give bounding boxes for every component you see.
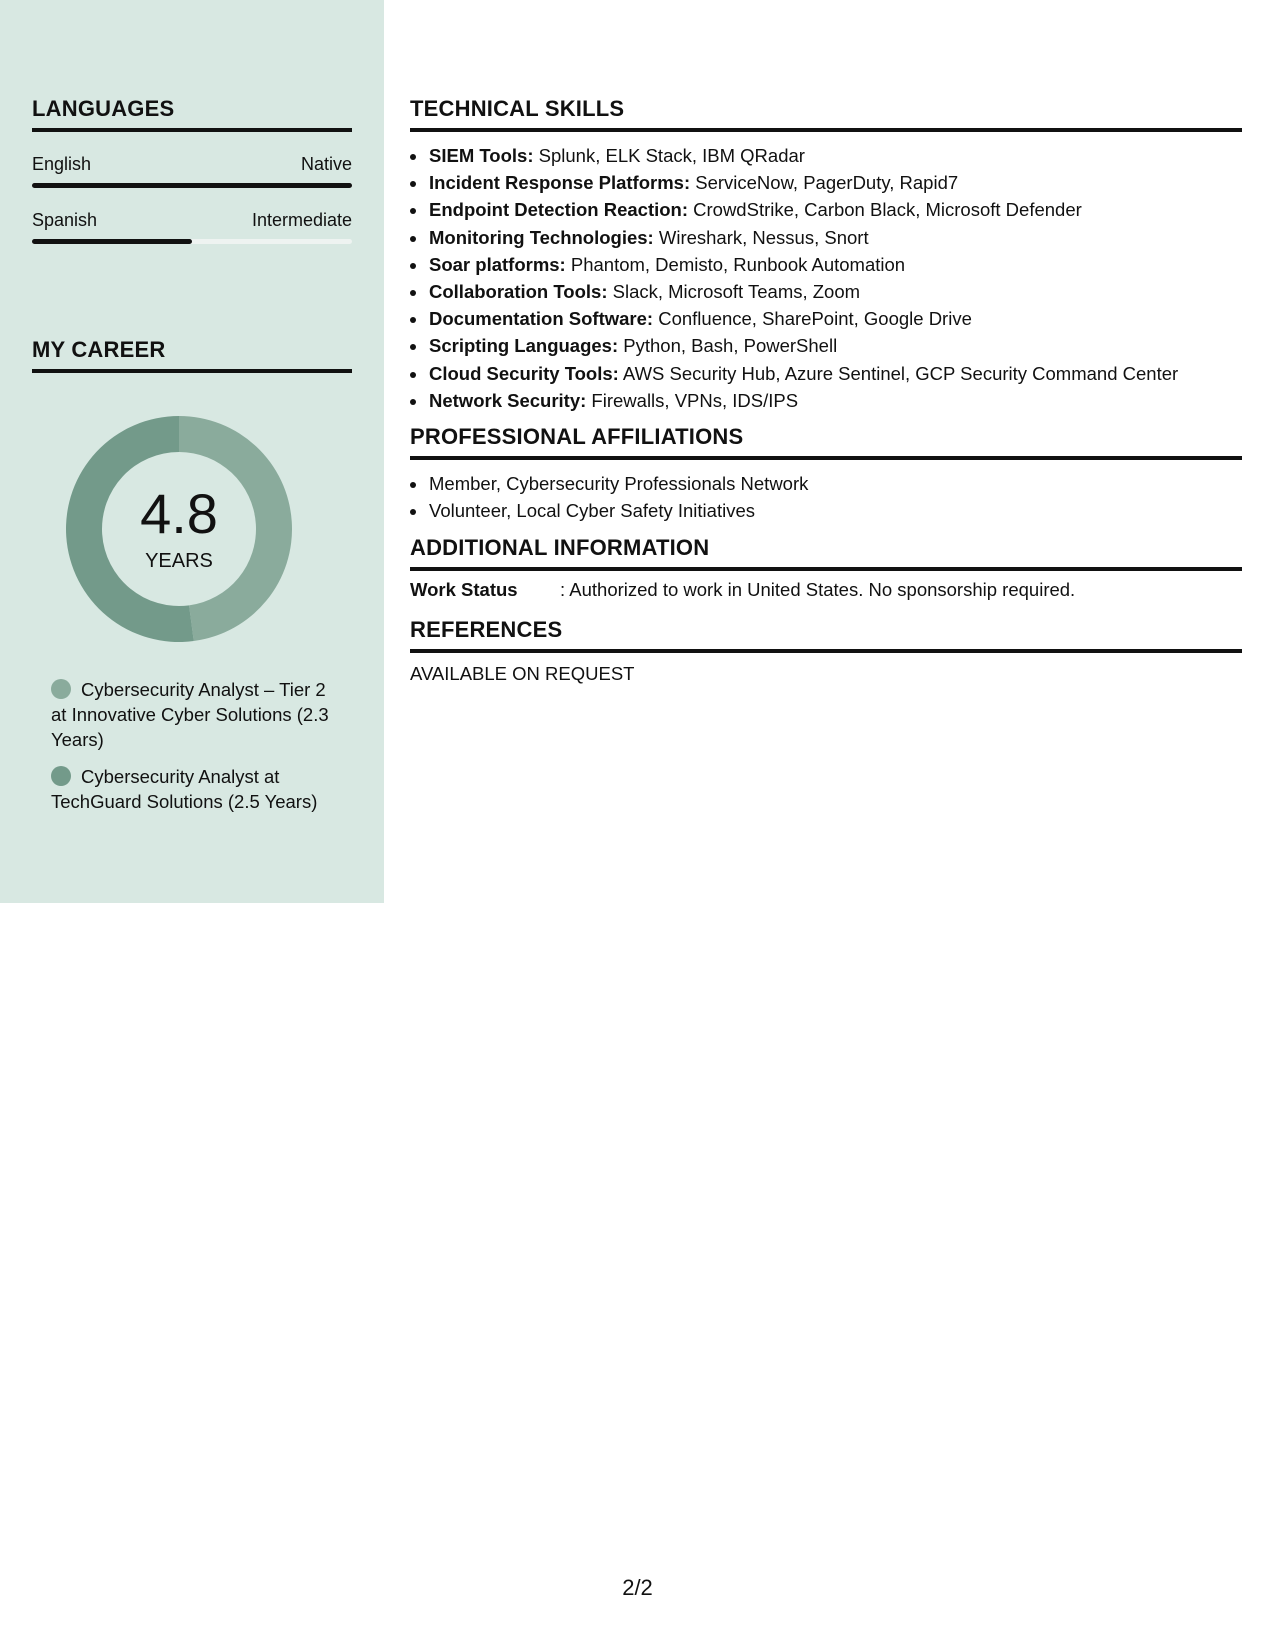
references-section [410,617,1242,685]
list-item: • Collaboration Tools: Slack, Microsoft Teams, Zoom [428,278,1242,305]
affiliations-heading: PROFESSIONAL AFFILIATIONS [410,424,1242,460]
additional-info-section [410,535,1242,601]
technical-skills-section [410,96,1242,414]
language-proficiency-fill [32,183,352,188]
page-number: 2/2 [622,1575,653,1600]
technical-skills-list [410,142,1242,414]
list-item: • Endpoint Detection Reaction: CrowdStrike, Carbon Black, Microsoft Defender [428,196,1242,223]
list-item: • SIEM Tools: Splunk, ELK Stack, IBM QRadar [428,142,1242,169]
work-status-row [410,579,1242,601]
languages-heading: LANGUAGES [32,96,352,132]
list-item: • Volunteer, Local Cyber Safety Initiatives [428,497,1242,524]
list-item: • Network Security: Firewalls, VPNs, IDS/IPS [428,387,1242,414]
career-legend-dot [51,766,71,786]
career-item-text: Cybersecurity Analyst – Tier 2 at Innovative Cyber Solutions (2.3 Years) [51,679,329,750]
list-item: • Documentation Software: Confluence, SharePoint, Google Drive [428,305,1242,332]
career-item [51,677,331,752]
language-name: English [32,154,92,174]
career-years-unit: YEARS [145,550,213,572]
career-total-years: 4.8 [140,482,218,545]
list-item: • Monitoring Technologies: Wireshark, Nessus, Snort [428,224,1242,251]
language-proficiency-bar [32,239,352,244]
languages-section [32,96,352,244]
language-item-spanish [32,210,352,244]
career-item [51,764,331,814]
technical-skills-heading: TECHNICAL SKILLS [410,96,1242,132]
language-level: Native [300,154,352,174]
career-heading: MY CAREER [32,337,352,373]
career-donut-chart [66,416,292,642]
language-name: Spanish [32,210,98,230]
list-item: • Member, Cybersecurity Professionals Network [428,470,1242,497]
list-item: • Cloud Security Tools: AWS Security Hub, Azure Sentinel, GCP Security Command Center [428,360,1242,387]
language-level: Intermediate [251,210,352,230]
work-status-label: Work Status [410,579,518,600]
affiliations-list [410,470,1242,524]
language-proficiency-fill [32,239,192,244]
work-status-value: : Authorized to work in United States. No sponsorship required. [560,579,1076,600]
language-item-english [32,154,352,188]
references-text: AVAILABLE ON REQUEST [410,663,635,684]
additional-info-heading: ADDITIONAL INFORMATION [410,535,1242,571]
list-item: • Scripting Languages: Python, Bash, PowerShell [428,332,1242,359]
references-heading: REFERENCES [410,617,1242,653]
list-item: • Soar platforms: Phantom, Demisto, Runbook Automation [428,251,1242,278]
career-legend-dot [51,679,71,699]
affiliations-section [410,424,1242,524]
list-item: • Incident Response Platforms: ServiceNow, PagerDuty, Rapid7 [428,169,1242,196]
career-section [32,337,352,373]
career-item-text: Cybersecurity Analyst at TechGuard Solutions (2.5 Years) [51,766,318,812]
language-proficiency-bar [32,183,352,188]
sidebar [0,0,384,903]
